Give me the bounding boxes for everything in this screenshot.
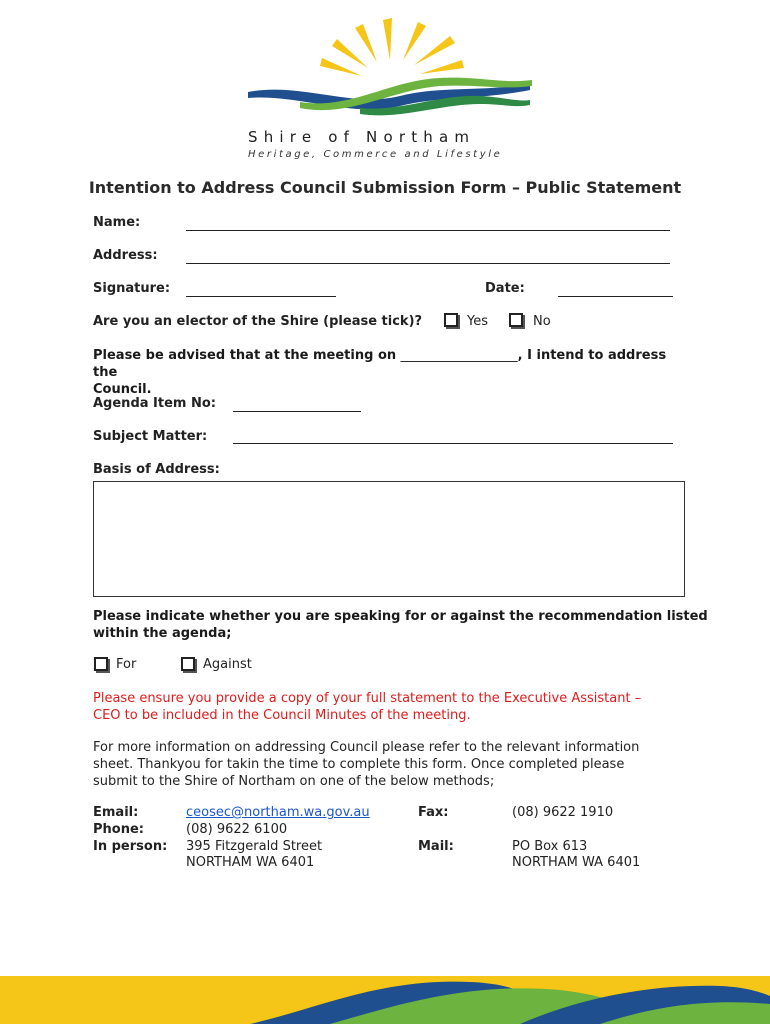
info-paragraph — [93, 739, 733, 790]
agenda-item-label: Agenda Item No: — [93, 396, 216, 411]
info-line1: For more information on addressing Council please refer to the relevant information — [93, 740, 640, 755]
elector-question: Are you an elector of the Shire (please tick)? — [93, 314, 423, 329]
info-line3: submit to the Shire of Northam on one of the below methods; — [93, 774, 495, 789]
basis-label: Basis of Address: — [93, 462, 220, 477]
against-label: Against — [203, 657, 252, 672]
meeting-date-blank[interactable]: __________________ — [400, 348, 518, 363]
for-checkbox[interactable] — [94, 657, 108, 671]
shire-logo-icon — [240, 10, 540, 125]
footer-wave-icon — [0, 968, 770, 1024]
email-link[interactable]: ceosec@northam.wa.gov.au — [186, 805, 370, 820]
position-question-line2: within the agenda; — [93, 626, 232, 641]
address-field[interactable] — [186, 263, 670, 264]
in-person-address-line2: NORTHAM WA 6401 — [186, 855, 315, 870]
notice-line1: Please ensure you provide a copy of your full statement to the Executive Assistant – — [93, 691, 642, 706]
statement-notice — [93, 690, 733, 724]
mail-line1: PO Box 613 — [512, 839, 588, 854]
form-title: Intention to Address Council Submission Form – Public Statement — [88, 178, 682, 197]
in-person-address-line1: 395 Fitzgerald Street — [186, 839, 323, 854]
in-person-label: In person: — [93, 839, 168, 854]
mail-line2: NORTHAM WA 6401 — [512, 855, 641, 870]
position-question-line1: Please indicate whether you are speaking for or against the recommendation listed — [93, 609, 708, 624]
meeting-text-a: Please be advised that at the meeting on — [93, 348, 401, 363]
signature-field[interactable] — [186, 296, 336, 297]
basis-textarea[interactable] — [93, 481, 685, 597]
subject-matter-label: Subject Matter: — [93, 429, 208, 444]
mail-label: Mail: — [418, 839, 454, 854]
org-tagline: Heritage, Commerce and Lifestyle — [248, 149, 503, 160]
no-label: No — [533, 314, 551, 329]
date-field[interactable] — [558, 296, 673, 297]
address-label: Address: — [93, 248, 158, 263]
yes-label: Yes — [467, 314, 488, 329]
name-field[interactable] — [186, 230, 670, 231]
meeting-statement — [93, 347, 693, 398]
fax-label: Fax: — [418, 805, 449, 820]
no-checkbox[interactable] — [509, 313, 523, 327]
agenda-item-field[interactable] — [233, 411, 361, 412]
name-label: Name: — [93, 215, 141, 230]
signature-label: Signature: — [93, 281, 171, 296]
yes-checkbox[interactable] — [444, 313, 458, 327]
for-label: For — [116, 657, 137, 672]
position-question — [93, 608, 733, 642]
meeting-text-c: Council. — [93, 382, 152, 397]
info-line2: sheet. Thankyou for takin the time to complete this form. Once completed please — [93, 757, 625, 772]
against-checkbox[interactable] — [181, 657, 195, 671]
notice-line2: CEO to be included in the Council Minutes of the meeting. — [93, 708, 471, 723]
date-label: Date: — [485, 281, 525, 296]
meeting-text-b: , I intend to address the — [93, 348, 667, 380]
phone-value: (08) 9622 6100 — [186, 822, 288, 837]
phone-label: Phone: — [93, 822, 144, 837]
org-name: Shire of Northam — [248, 128, 476, 146]
email-label: Email: — [93, 805, 139, 820]
fax-value: (08) 9622 1910 — [512, 805, 614, 820]
subject-matter-field[interactable] — [233, 443, 673, 444]
